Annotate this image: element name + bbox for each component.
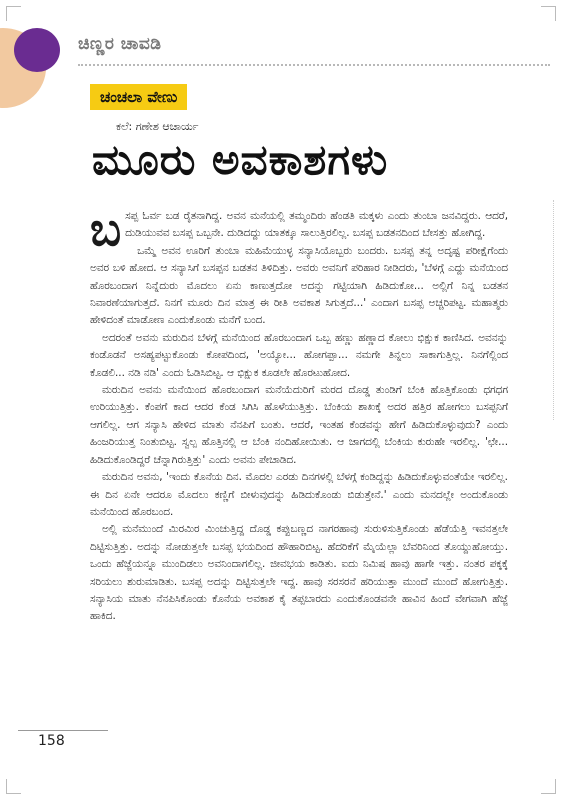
crop-mark-bottom-left bbox=[6, 779, 21, 794]
crop-mark-top-left bbox=[6, 6, 21, 21]
story-body bbox=[90, 202, 509, 626]
paragraph: ಮರುದಿನ ಅವನು ಮನೆಯಿಂದ ಹೊರಬಂದಾಗ ಮನೆಯೆದುರಿಗೆ ಮರದ ದೊಡ್ಡ ತುಂಡಿಗೆ ಬೆಂಕಿ ಹೊತ್ತಿಕೊಂಡು ಧಗಧಗ ಉರಿಯುತ್ತಿತ್ತು. ಕೆಂಪಗೆ ಕಾದ ಆದರ ಕೆಂಡ ಸಿಗಿಸಿ ಹೊಳೆಯುತ್ತಿತ್ತು. ಬೆಂಕಿಯ ಶಾಖಕ್ಕೆ ಅದರ ಹತ್ತಿರ ಹೋಗಲು ಬಸಪ್ಪನಿಗೆ ಆಗಲಿಲ್ಲ. ಆಗ ಸನ್ಯಾಸಿ ಹೇಳಿದ ಮಾತು ನೆನಪಿಗೆ ಬಂತು. ಆದರೆ, ಇಂತಹ ಕೆಂಡವನ್ನು ಹೇಗೆ ಹಿಡಿದುಕೊಳ್ಳುವುದು? ಎಂದು ಹಿಂಜರಿಯುತ್ತ ನಿಂತುಬಿಟ್ಟ. ಸ್ವಲ್ಪ ಹೊತ್ತಿನಲ್ಲಿ ಆ ಬೆಂಕಿ ನಂದಿಹೋಯಿತು. ಆ ಜಾಗದಲ್ಲಿ ಬೆಂಕಿಯ ಕುರುಹೇ ಇರಲಿಲ್ಲ. 'ಛೇ... ಹಿಡಿದುಕೊಂಡಿದ್ದರೆ ಚೆನ್ನಾಗಿರುತ್ತಿತ್ತು' ಎಂದು ಅವನು ಪೇಚಾಡಿದ. bbox=[90, 384, 509, 466]
crop-mark-bottom-right bbox=[541, 779, 556, 794]
paragraph: ಮರುದಿನ ಅವನು, 'ಇಂದು ಕೊನೆಯ ದಿನ. ಮೊದಲ ಎರಡು ದಿನಗಳಲ್ಲಿ ಬೆಳಗ್ಗೆ ಕಂಡಿದ್ದನ್ನು ಹಿಡಿದುಕೊಳ್ಳುವಂತೆಯೇ ಇರಲಿಲ್ಲ. ಈ ದಿನ ಏನೇ ಆದರೂ ಮೊದಲು ಕಣ್ಣಿಗೆ ಬೀಳುವುದನ್ನು ಹಿಡಿದುಕೊಂಡು ಬಿಡುತ್ತೇನೆ.' ಎಂದು ಮನದಲ್ಲೇ ಅಂದುಕೊಂಡು ಮನೆಯಿಂದ ಹೊರಬಂದ. bbox=[90, 471, 508, 518]
page-edge-marks bbox=[553, 200, 562, 420]
author-badge: ಚಂಚಲಾ ವೇಣು bbox=[90, 84, 187, 110]
story-title: ಮೂರು ಅವಕಾಶಗಳು bbox=[92, 135, 389, 184]
page-number: 158 bbox=[38, 733, 65, 749]
section-title: ಚಿಣ್ಣರ ಚಾವಡಿ bbox=[78, 34, 162, 54]
crop-mark-top-right bbox=[541, 6, 556, 21]
paragraph: ಅದರಂತೆ ಅವನು ಮರುದಿನ ಬೆಳಗ್ಗೆ ಮನೆಯಿಂದ ಹೊರಬಂದಾಗ ಒಬ್ಬ ಹಣ್ಣು ಹಣ್ಣಾದ ಕೋಲು ಭಿಕ್ಷುಕ ಕಾಣಿಸಿದ. ಅವನನ್ನು ಕಂಡೊಡನೆ ಅಸಹ್ಯಪಟ್ಟುಕೊಂಡು ಕೋಪದಿಂದ, 'ಅಯ್ಯೋ... ಹೋಗಪ್ಪಾ... ನಮಗೇ ತಿನ್ನಲು ಸಾಕಾಗುತ್ತಿಲ್ಲ. ನಿನಗೆಲ್ಲಿಂದ ಕೊಡಲಿ... ನಡಿ ನಡಿ' ಎಂದು ಓಡಿಸಿಬಿಟ್ಟ. ಆ ಭಿಕ್ಷುಕ ಕೂಡಲೇ ಹೊರಟುಹೋದ. bbox=[90, 331, 508, 379]
paragraph: ಬಸಪ್ಪ ಓರ್ವ ಬಡ ರೈತನಾಗಿದ್ದ. ಅವನ ಮನೆಯಲ್ಲಿ ತಮ್ಮಂದಿರು ಹೆಂಡತಿ ಮಕ್ಕಳು ಎಂದು ತುಂಬಾ ಜನವಿದ್ದರು. ಆದರೆ, ದುಡಿಯುವವ ಬಸಪ್ಪ ಒಬ್ಬನೇ. ದುಡಿದದ್ದು ಯಾತಕ್ಕೂ ಸಾಲುತ್ತಿರಲಿಲ್ಲ. ಬಸಪ್ಪ ಬಡತನದಿಂದ ಬೇಸತ್ತು ಹೋಗಿದ್ದ. bbox=[90, 202, 508, 256]
illustrator-byline: ಕಲೆ: ಗಣೇಶ ಆಚಾರ್ಯ bbox=[116, 120, 199, 133]
footer-rule bbox=[18, 730, 108, 731]
decorative-purple-circle bbox=[14, 28, 60, 72]
drop-cap: ಬ bbox=[90, 202, 122, 256]
paragraph: ಅಲ್ಲಿ ಮನೆಮುಂದೆ ಮಿರಮಿರ ಮಿಂಚುತ್ತಿದ್ದ ದೊಡ್ಡ ಕಪ್ಪುಬಣ್ಣದ ನಾಗರಹಾವು ಸುರುಳಿಸುತ್ತಿಕೊಂಡು ಹೆಡೆಯೆತ್ತಿ ಇವನತ್ತಲೇ ದಿಟ್ಟಿಸುತ್ತಿತ್ತು. ಅದನ್ನು ನೋಡುತ್ತಲೇ ಬಸಪ್ಪ ಭಯದಿಂದ ಹೌಹಾರಿಬಿಟ್ಟ. ಹೆದರಿಕೆಗೆ ಮೈಯೆಲ್ಲಾ ಬೆವರಿನಿಂದ ತೊಯ್ದುಹೋಯ್ತು. ಒಂದು ಹೆಜ್ಜೆಯನ್ನೂ ಮುಂದಿಡಲು ಅವನಿಂದಾಗಲಿಲ್ಲ. ಜೀವಭಯ ಕಾಡಿತು. ಐದು ನಿಮಿಷ ಹಾವು ಹಾಗೇ ಇತ್ತು. ನಂತರ ಪಕ್ಕಕ್ಕೆ ಸರಿಯಲು ಶುರುಮಾಡಿತು. ಬಸಪ್ಪ ಅದನ್ನು ದಿಟ್ಟಿಸುತ್ತಲೇ ಇದ್ದ. ಹಾವು ಸರಸರನೆ ಹರಿಯುತ್ತಾ ಮುಂದೆ ಮುಂದೆ ಹೋಗುತ್ತಿತ್ತು. ಸನ್ಯಾಸಿಯ ಮಾತು ನೆನಪಿಸಿಕೊಂಡು ಕೊನೆಯ ಅವಕಾಶ ಕೈ ತಪ್ಪಬಾರದು ಎಂದುಕೊಂಡವನೇ ಹಾವಿನ ಹಿಂದೆ ವೇಗವಾಗಿ ಹೆಜ್ಜೆ ಹಾಕಿದ. bbox=[90, 523, 508, 623]
dotted-divider bbox=[78, 64, 550, 66]
paragraph: ಒಮ್ಮೆ ಅವನ ಊರಿಗೆ ತುಂಬಾ ಮಹಿಮೆಯುಳ್ಳ ಸನ್ಯಾಸಿಯೊಬ್ಬರು ಬಂದರು. ಬಸಪ್ಪ ತನ್ನ ಅದೃಷ್ಟ ಪರೀಕ್ಷೆಗೆಂದು ಅವರ ಬಳಿ ಹೋದ. ಆ ಸನ್ಯಾಸಿಗೆ ಬಸಪ್ಪನ ಬಡತನ ತಿಳಿದಿತ್ತು. ಅವರು ಅವನಿಗೆ ಪರಿಹಾರ ನೀಡಿದರು, 'ಬೆಳಗ್ಗೆ ಎದ್ದು ಮನೆಯಿಂದ ಹೊರಬಂದಾಗ ನಿನ್ನೆದುರು ಮೊದಲು ಏನು ಕಾಣುತ್ತದೋ ಅದನ್ನು ಗಟ್ಟಿಯಾಗಿ ಹಿಡಿದುಕೋ... ಅಲ್ಲಿಗೆ ನಿನ್ನ ಬಡತನ ನಿವಾರಣೆಯಾಗುತ್ತದೆ. ನಿನಗೆ ಮೂರು ದಿನ ಮಾತ್ರ ಈ ರೀತಿ ಅವಕಾಶ ಸಿಗುತ್ತದೆ...' ಎಂದಾಗ ಬಸಪ್ಪ ಅಚ್ಚರಿಪಟ್ಟ. ಮಹಾತ್ಮರು ಹೇಳಿದಂತೆ ಮಾಡೋಣ ಎಂದುಕೊಂಡು ಮನೆಗೆ ಬಂದ. bbox=[90, 244, 508, 327]
